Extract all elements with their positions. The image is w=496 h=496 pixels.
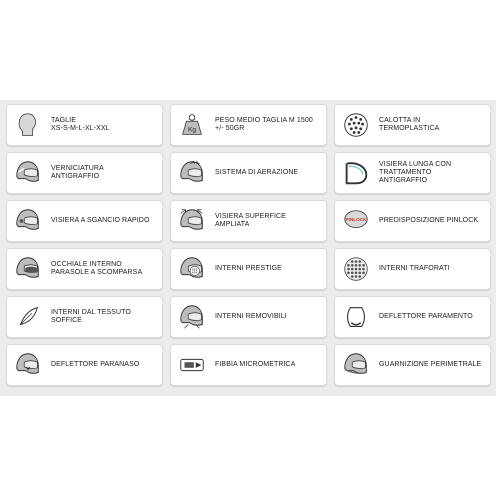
micrometric-buckle-icon: [177, 350, 207, 380]
feature-label-line: VISIERA SUPERFICE: [215, 213, 286, 220]
features-grid: [6, 104, 490, 392]
feature-card: [6, 248, 163, 290]
feature-label-line: TAGLIE: [51, 117, 76, 124]
ventilation-icon: [177, 158, 207, 188]
feature-label: [51, 361, 139, 369]
feature-label-line: SISTEMA DI AERAZIONE: [215, 169, 299, 176]
feature-label-line: INTERNI PRESTIGE: [215, 265, 282, 272]
feature-card: [170, 296, 327, 338]
feature-card: [6, 152, 163, 194]
feature-label: [379, 265, 450, 273]
feature-card: [334, 344, 491, 386]
feature-label: [379, 117, 439, 133]
pinlock-icon: [341, 206, 371, 236]
long-visor-icon: [341, 158, 371, 188]
feature-label: [379, 313, 473, 321]
feature-label: [51, 217, 150, 225]
feature-card: [334, 296, 491, 338]
nose-deflector-icon: [13, 350, 43, 380]
feature-card: [334, 104, 491, 146]
feature-label-line: OCCHIALE INTERNO: [51, 261, 122, 268]
svg-text:Kg: Kg: [187, 126, 197, 134]
feature-label: [51, 261, 142, 277]
feature-label: [51, 309, 131, 325]
weight-icon: [177, 110, 207, 140]
feature-label: [51, 165, 104, 181]
chin-deflector-icon: [341, 302, 371, 332]
enlarged-visor-icon: [177, 206, 207, 236]
feature-label-line: DEFLETTORE PARANASO: [51, 361, 140, 368]
feature-label-line: CALOTTA IN: [379, 117, 421, 124]
head-sizes-icon: [13, 110, 43, 140]
feature-label-line: VERNICIATURA: [51, 165, 104, 172]
feature-card: [170, 200, 327, 242]
feature-label-line: TRATTAMENTO: [379, 169, 432, 176]
feature-card: [170, 152, 327, 194]
feature-label-line: SOFFICE: [51, 317, 83, 324]
soft-fabric-icon: [13, 302, 43, 332]
feature-label-line: ANTIGRAFFIO: [379, 177, 428, 184]
feature-label-line: VISIERA LUNGA CON: [379, 161, 452, 168]
feature-card: [170, 104, 327, 146]
feature-label-line: PESO MEDIO TAGLIA M 1500: [215, 117, 313, 124]
feature-label: [215, 265, 282, 273]
removable-interior-icon: [177, 302, 207, 332]
feature-label: [379, 217, 478, 225]
feature-card: [170, 248, 327, 290]
thermoplastic-shell-icon: [341, 110, 371, 140]
feature-label-line: PREDISPOSIZIONE PINLOCK: [379, 217, 479, 224]
feature-label: [215, 169, 298, 177]
feature-card: [6, 104, 163, 146]
perforated-interior-icon: [341, 254, 371, 284]
feature-card: [170, 344, 327, 386]
feature-card: [6, 200, 163, 242]
feature-label: [51, 117, 110, 133]
feature-card: [334, 248, 491, 290]
feature-label-line: +/- 50GR: [215, 125, 245, 132]
feature-card: [6, 344, 163, 386]
feature-label-line: TERMOPLASTICA: [379, 125, 440, 132]
perimeter-gasket-icon: [341, 350, 371, 380]
feature-label: [215, 313, 287, 321]
feature-label-line: ANTIGRAFFIO: [51, 173, 100, 180]
feature-label-line: INTERNI REMOVIBILI: [215, 313, 287, 320]
feature-card: [334, 152, 491, 194]
feature-label: [379, 161, 451, 185]
feature-label-line: XS-S-M-L-XL-XXL: [51, 125, 110, 132]
pinlock-logo-text: PINLOCK: [345, 217, 367, 222]
feature-label: [215, 117, 313, 133]
feature-label-line: DEFLETTORE PARAMENTO: [379, 313, 473, 320]
feature-label-line: INTERNI TRAFORATI: [379, 265, 450, 272]
feature-label: [379, 361, 481, 369]
feature-label-line: PARASOLE A SCOMPARSA: [51, 269, 143, 276]
feature-label: [215, 361, 295, 369]
scratch-resistant-paint-icon: [13, 158, 43, 188]
feature-label-line: FIBBIA MICROMETRICA: [215, 361, 296, 368]
feature-label: [215, 213, 286, 229]
feature-label-line: GUARNIZIONE PERIMETRALE: [379, 361, 482, 368]
feature-card: [6, 296, 163, 338]
feature-card: [334, 200, 491, 242]
feature-label-line: INTERNI DAL TESSUTO: [51, 309, 131, 316]
sun-visor-icon: [13, 254, 43, 284]
feature-label-line: VISIERA A SGANCIO RAPIDO: [51, 217, 150, 224]
quick-release-visor-icon: [13, 206, 43, 236]
prestige-interior-icon: [177, 254, 207, 284]
feature-label-line: AMPLIATA: [215, 221, 250, 228]
